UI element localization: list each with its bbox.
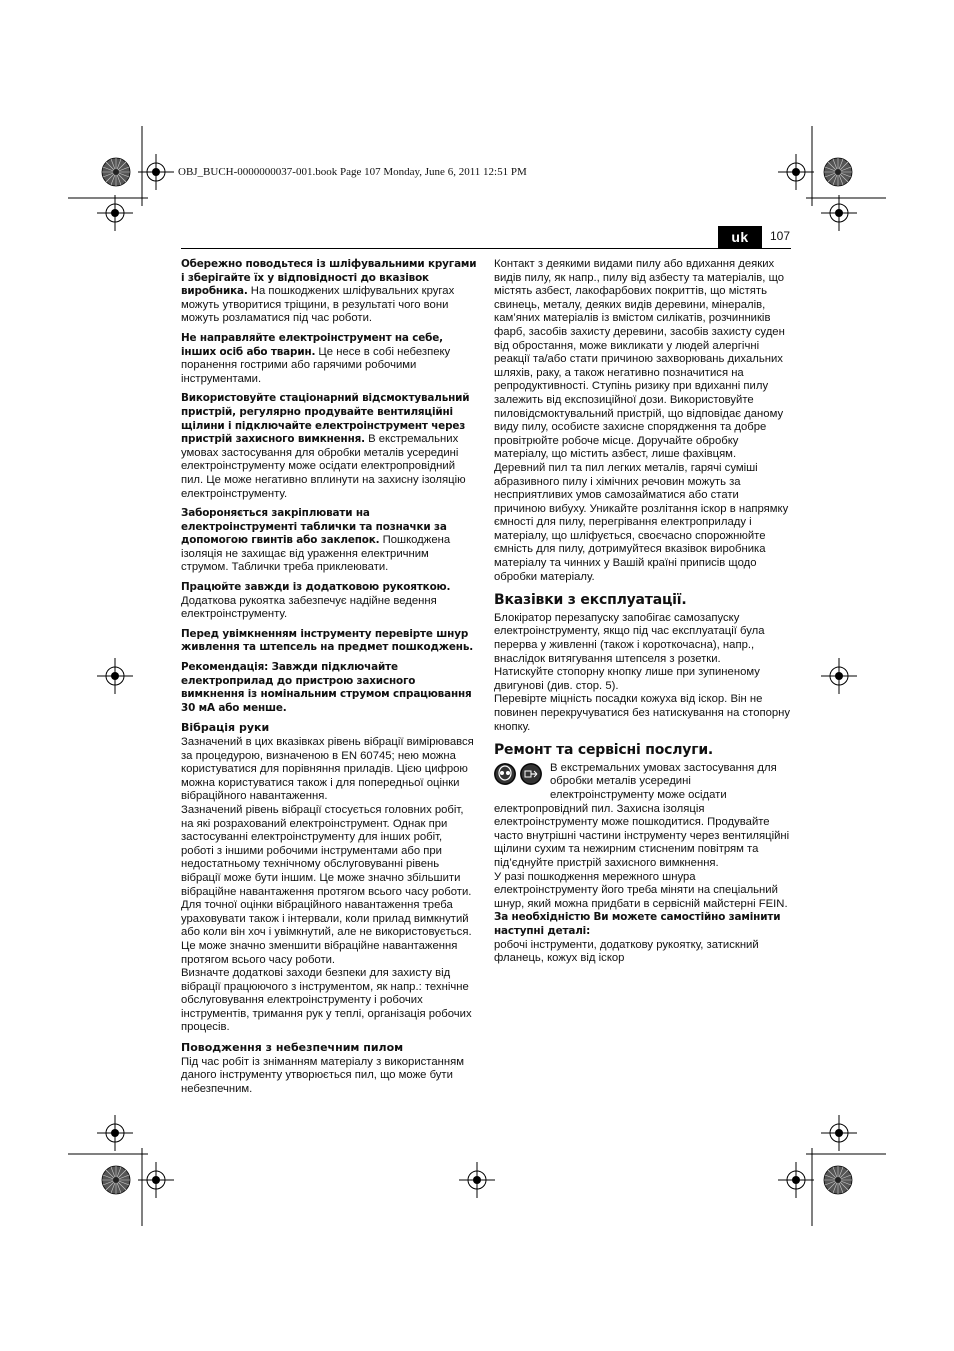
paragraph: В екстремальних умовах застосування для обробки металів усередині електроінструменту може осідати електропровідний пил. Захисна ізоляція електроінструменту може пошкодитися. Продувайте часто внутрішні частини інструменту через вентиляційні щілини сухим та нежирним стисненим повітрям та під’єднуйте пристрій захисного вимкнення. <box>494 761 790 869</box>
subheading-vibration: Вібрація руки <box>181 721 270 735</box>
eye-protection-icon <box>494 763 516 785</box>
icon-paragraph <box>494 762 792 871</box>
right-column <box>494 258 792 972</box>
disconnect-plug-icon <box>520 763 542 785</box>
paragraph: Рекомендація: Завжди підключайте електроприлад до пристрою захисного вимкнення із номінальним струмом спрацювання 30 мА або менше. <box>181 661 472 714</box>
paragraph: Деревний пил та пил легких металів, гарячі суміші абразивного пилу і хімічних речовин можуть за несприятливих умов самозайматися або стати причиною вибуху. Уникайте розлітання іскор в напрямку ємності для пилу, перегрівання електроприладу і матеріалу, що шліфується, своєчасно спорожнюйте ємність для пилу, дотримуйтеся вказівок виробника матеріалу та чинних у Вашій країні приписів щодо обробки матеріалу. <box>494 461 789 583</box>
paragraph: Натискуйте стопорну кнопку лише при зупиненому двигунові (див. стор. 5). <box>494 666 760 692</box>
paragraph: Для точної оцінки вібраційного навантаження треба ураховувати також і інтервали, коли прилад вимкнутий або коли він хоч і увімкнутий, але не використовується. Це може значно зменшити вібраційне навантаження протягом всього часу роботи. <box>181 899 472 966</box>
paragraph: Забороняється закріплювати на електроінструменті таблички та позначки за допомогою гвинтів або заклепок. Пошкоджена ізоляція не захищає від ураження електричним струмом. Таблички треба приклеювати. <box>181 507 451 574</box>
paragraph: Не направляйте електроінструмент на себе, інших осіб або тварин. Це несе в собі небезпеку поранення гострими або гарячими робочими інструментами. <box>181 331 451 385</box>
paragraph: Блокіратор перезапуску запобігає самозапуску електроінструменту, якщо під час експлуатації була перерва у живленні (також і короткочасна), напр., внаслідок витягування штепселя з розетки. <box>494 611 765 665</box>
paragraph: За необхідністю Ви можете самостійно замінити наступні деталі: <box>494 911 781 937</box>
header-rule <box>181 248 791 249</box>
paragraph: Визначте додаткові заходи безпеки для захисту від вібрації працюючого з інструментом, як напр.: технічне обслуговування електроінструменту і робочих інструментів, тримання рук у теплі, організація робочих процесів. <box>181 967 472 1034</box>
section-heading-repair: Ремонт та сервісні послуги. <box>494 742 714 759</box>
paragraph: Перед увімкненням інструменту перевірте шнур живлення та штепсель на предмет пошкоджень. <box>181 627 474 654</box>
page-number: 107 <box>770 229 791 243</box>
paragraph: Працюйте завжди із додатковою рукояткою. Додаткова рукоятка забезпечує надійне ведення електроінструменту. <box>181 581 451 621</box>
paragraph: Використовуйте стаціонарний відсмоктувальний пристрій, регулярно продувайте вентиляційні щілини і підключайте електроінструмент через пристрій захисного вимкнення. В екстремальних умовах застосування для обробки металів усередині електроінструменту може осідати електропровідний пил. Це може негативно вплинути на захисну ізоляцію електроінструменту. <box>181 392 470 500</box>
language-badge: uk <box>718 226 762 248</box>
paragraph: У разі пошкодження мережного шнура електроінструменту його треба міняти на спеціальний шнур, який можна придбати в сервісній майстерні FEIN. <box>494 870 788 910</box>
paragraph: Контакт з деякими видами пилу або вдихання деяких видів пилу, як напр., пилу від азбесту та матеріалів, що містять азбест, лакофарбових покриттів, що містять свинець, металу, деяких видів деревини, мінералів, кам’яних матеріалів із вмістом силікатів, розчинників фарб, засобів захисту деревини, засобів захисту суден від обростання, може викликати у людей алергічні реакції та/або стати причиною захворювань дихальних шляхів, раку, а також негативно позначитися на репродуктивності. Ступінь ризику при вдиханні пилу залежить від експозиційної дози. Використовуйте пиловідсмоктувальний пристрій, що відповідає даному виду пилу, особисте захисне спорядження та добре провітрюйте робоче місце. Доручайте обробку матеріалу, що містить азбест, лише фахівцям. <box>494 258 785 461</box>
paragraph: Обережно поводьтеся із шліфувальними кругами і зберігайте їх у відповідності до вказівок виробника. На пошкоджених шліфувальних кругах можуть утворитися тріщини, в результаті чого вони можуть розламатися під час роботи. <box>181 258 477 325</box>
paragraph: робочі інструменти, додаткову рукоятку, затискний фланець, кожух від іскор <box>494 938 759 965</box>
section-heading-operation: Вказівки з експлуатації. <box>494 592 687 609</box>
paragraph: Перевірте міцність посадки кожуха від іскор. Він не повинен перекручуватися без натискування на стопорну кнопку. <box>494 693 791 733</box>
subheading-dust: Поводження з небезпечним пилом <box>181 1041 404 1055</box>
paragraph: Зазначений рівень вібрації стосується головних робіт, на які розрахований електроінструмент. Однак при застосуванні електроінструменту для інших робіт, роботі з іншими робочими інструментами або при недостатньому технічному обслуговуванні рівень вібрації може бути іншим. Це може значно збільшити вібраційне навантаження протягом всього часу роботи. <box>181 803 472 898</box>
file-header: OBJ_BUCH-0000000037-001.book Page 107 Monday, June 6, 2011 12:51 PM <box>178 166 527 178</box>
left-column <box>181 258 477 1102</box>
paragraph: Під час робіт із зніманням матеріалу з використанням даного інструменту утворюється пил, що може бути небезпечним. <box>181 1055 464 1095</box>
warning-icons <box>494 762 546 792</box>
paragraph: Зазначений в цих вказівках рівень вібрації вимірювався за процедурою, визначеною в EN 60745; нею можна користуватися для порівняння приладів. Цією цифрою можна користуватися також і для попередньої оцінки вібраційного навантаження. <box>181 736 474 803</box>
